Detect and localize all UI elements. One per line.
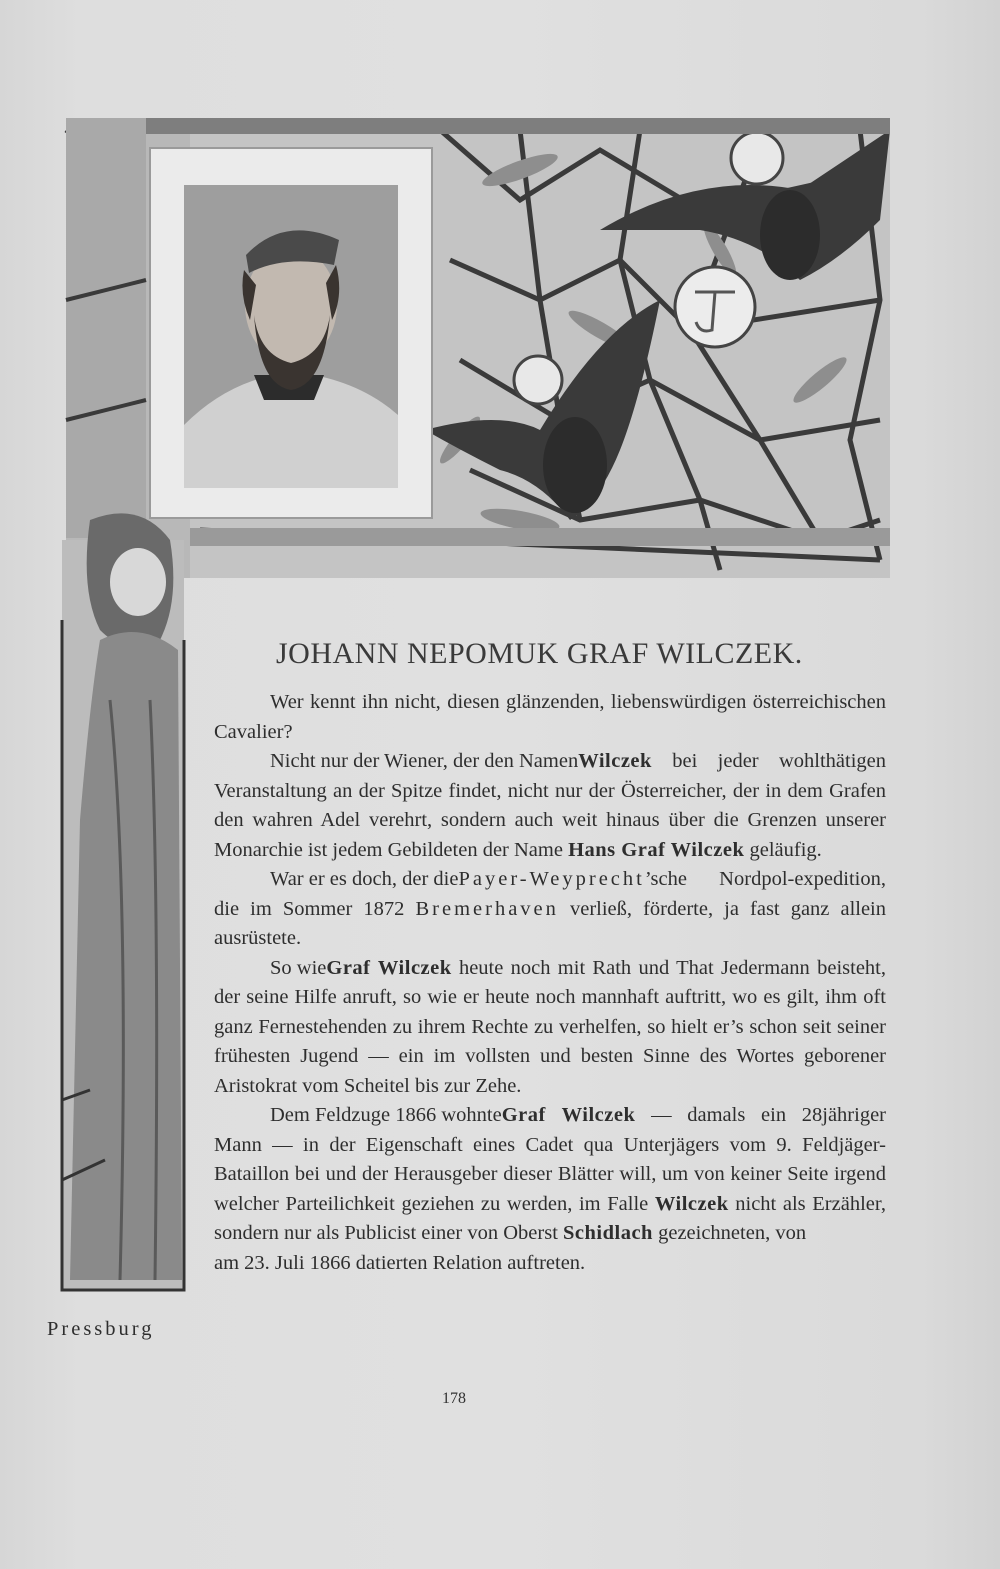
- monogram-medallion-icon: [675, 267, 755, 347]
- paragraph-4: So wieGraf Wilczek heute noch mit Rath und That Jedermann beisteht, der seine Hilfe anruft, so wie er heute noch mannhaft auftritt, wo es gilt, ihm oft ganz Fernestehenden zu ihrem Rechte zu verhelfen, so hielt er’s schon seit seiner frühesten Jugend — ein im vollsten und besten Sinne des Wortes geborener Aristokrat vom Scheitel bis zur Zehe.: [214, 956, 886, 1097]
- female-figure-illustration: [62, 513, 184, 1290]
- page-number: 178: [442, 1390, 466, 1407]
- article-body: [214, 688, 886, 1278]
- article-title: JOHANN NEPOMUK GRAF WILCZEK.: [276, 637, 803, 670]
- portrait-photo: [184, 185, 398, 488]
- paragraph-6: am 23. Juli 1866 datierten Relation auftreten.: [214, 1251, 586, 1274]
- overhang-word: Pressburg: [47, 1318, 155, 1340]
- paragraph-2: Nicht nur der Wiener, der den NamenWilczek bei jeder wohlthätigen Veranstaltung an der Spitze findet, nicht nur der Österreicher, der in dem Grafen den wahren Adel verehrt, sondern auch weit hinaus über die Grenzen unserer Monarchie ist jedem Gebildeten der Name Hans Graf Wilczek geläufig.: [214, 750, 886, 861]
- paragraph-3: War er es doch, der diePayer-Weyprecht’sche Nordpol-expedition, die im Sommer 1872 Bremerhaven verließ, förderte, ja fast ganz allein ausrüstete.: [214, 868, 887, 949]
- paragraph-1: Wer kennt ihn nicht, diesen glänzenden, liebenswürdigen österreichischen Cavalier?: [214, 691, 886, 743]
- paragraph-5: Dem Feldzuge 1866 wohnteGraf Wilczek — damals ein 28jähriger Mann — in der Eigenschaft eines Cadet qua Unterjägers vom 9. Feldjäger-Bataillon bei und der Herausgeber dieser Blätter will, um von keiner Seite irgend welcher Parteilichkeit geziehen zu werden, im Falle Wilczek nicht als Erzähler, sondern nur als Publicist einer von Oberst Schidlach gezeichneten, von: [214, 1104, 886, 1244]
